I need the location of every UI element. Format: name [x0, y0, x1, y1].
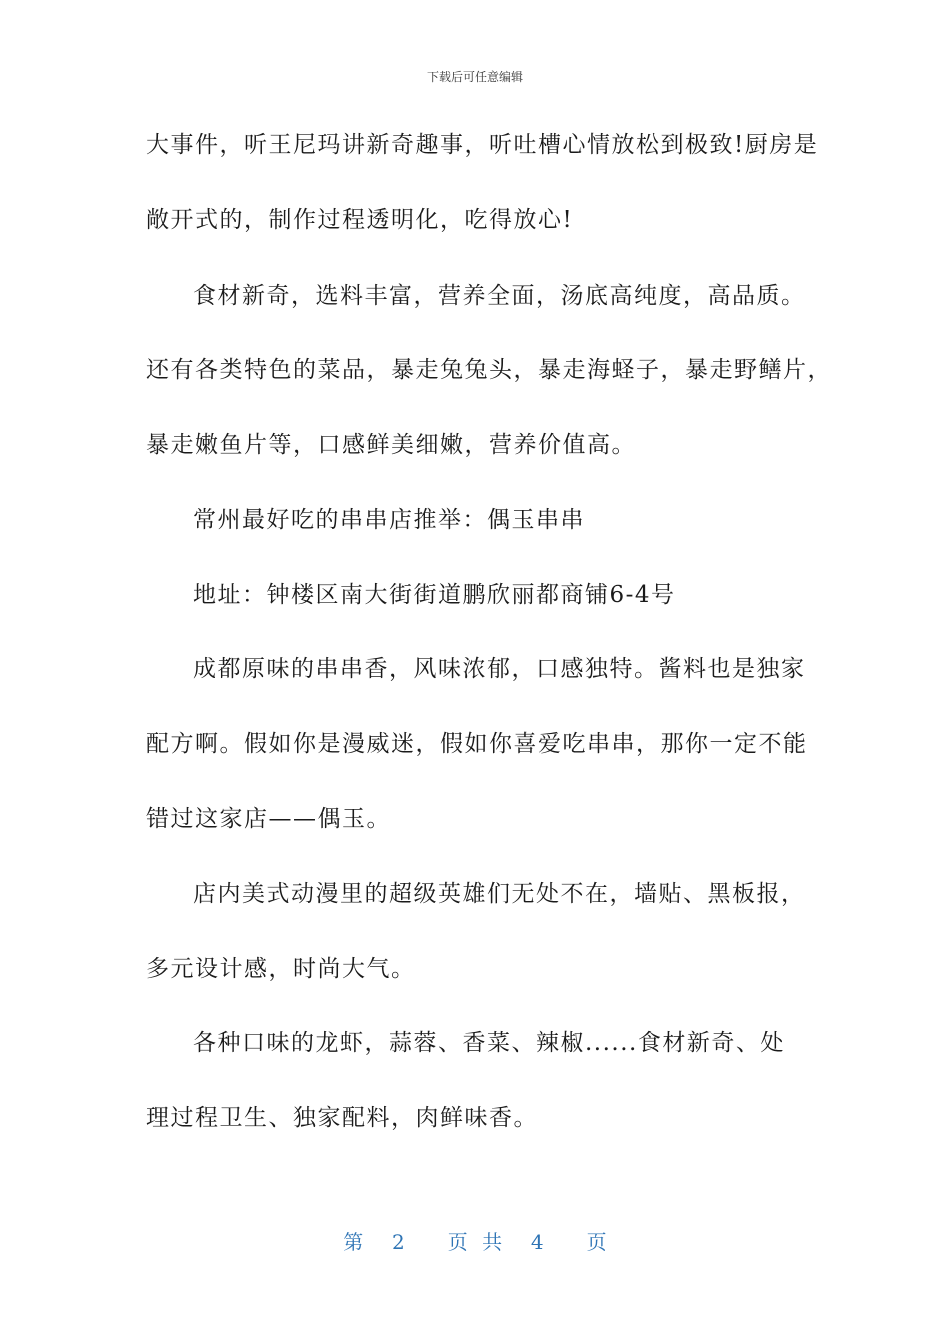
paragraph-line: 大事件，听王尼玛讲新奇趣事，听吐槽心情放松到极致!厨房是	[146, 132, 819, 158]
paragraph-line: 各种口味的龙虾，蒜蓉、香菜、辣椒......食材新奇、处	[193, 1030, 785, 1056]
paragraph-line: 错过这家店——偶玉。	[146, 806, 391, 832]
paragraph-line: 敞开式的，制作过程透明化，吃得放心!	[146, 207, 574, 233]
paragraph-line: 食材新奇，选料丰富，营养全面，汤底高纯度，高品质。	[193, 283, 806, 309]
paragraph-line: 常州最好吃的串串店推举：偶玉串串	[193, 507, 585, 533]
paragraph-line: 还有各类特色的菜品，暴走兔兔头，暴走海蛏子，暴走野鳝片，	[146, 357, 832, 383]
paragraph-line: 店内美式动漫里的超级英雄们无处不在，墙贴、黑板报，	[193, 881, 806, 907]
paragraph-line: 配方啊。假如你是漫威迷，假如你喜爱吃串串，那你一定不能	[146, 731, 808, 757]
paragraph-line: 理过程卫生、独家配料，肉鲜味香。	[146, 1105, 538, 1131]
page-number-footer: 第 2 页 共 4 页	[343, 1230, 607, 1254]
header-note: 下载后可任意编辑	[426, 70, 523, 84]
paragraph-line: 地址：钟楼区南大街街道鹏欣丽都商铺6-4号	[193, 582, 676, 608]
paragraph-line: 暴走嫩鱼片等，口感鲜美细嫩，营养价值高。	[146, 432, 636, 458]
paragraph-line: 成都原味的串串香，风味浓郁，口感独特。酱料也是独家	[193, 656, 806, 682]
paragraph-line: 多元设计感，时尚大气。	[146, 956, 416, 982]
